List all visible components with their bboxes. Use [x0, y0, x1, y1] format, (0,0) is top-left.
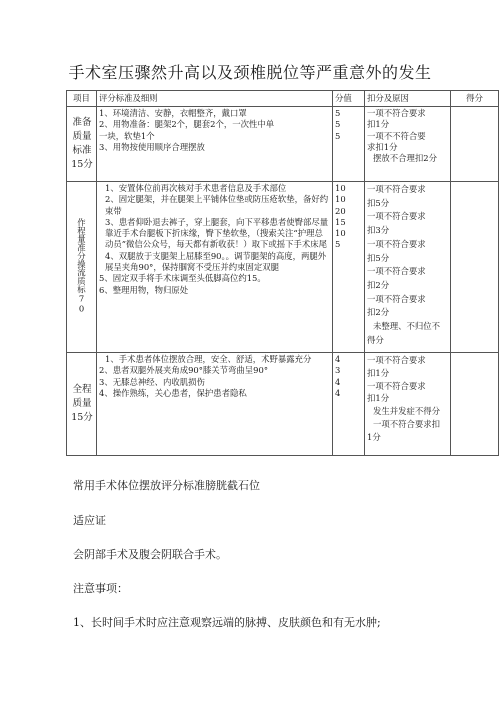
score-value: 4: [335, 354, 341, 364]
deduction-line: 求扣1分: [367, 141, 398, 152]
deduction-line: 一项不符合要求: [367, 108, 426, 118]
section-heading-precautions: 注意事项：: [73, 582, 128, 595]
table-row: [67, 353, 499, 456]
deduction-line: 扣1分: [367, 393, 390, 404]
page-title: 手术室压骤然升高以及颈椎脱位等严重意外的发生: [68, 63, 432, 82]
section-heading-indications: 适应证: [73, 514, 106, 527]
row-label-quality: 全程质量15分: [67, 353, 97, 456]
section-heading-lithotomy: 常用手术体位摆放评分标准膀胱截石位: [73, 479, 260, 492]
score-value: 10: [335, 194, 346, 205]
criteria-cell: [97, 353, 333, 456]
score-cell: [333, 353, 365, 456]
criteria-line: 2、固定腿架，并在腿架上平铺体位垫或防压疮软垫，备好约束带: [105, 194, 329, 216]
deduction-line: 摆放不合理扣2分: [373, 153, 437, 164]
criteria-cell: [97, 182, 333, 353]
criteria-line: 2、患者双腿外展夹角成90°膝关节弯曲呈90°: [99, 365, 269, 376]
deduction-line: 发生并发症不得分: [373, 406, 440, 417]
table-header-row: [67, 91, 499, 107]
criteria-line: 6、整理用物，物归原处: [99, 284, 189, 295]
indications-text: 会阴部手术及腹会阴联合手术。: [73, 548, 227, 561]
criteria-line: 1、手术患者体位摆放合理，安全、舒适，术野暴露充分: [105, 354, 312, 364]
header-criteria: 评分标准及细则: [97, 91, 333, 107]
criteria-cell: [97, 107, 333, 182]
deduction-line: 扣1分: [367, 119, 390, 130]
deduction-line: 一项不符合要求: [367, 380, 426, 391]
score-value: 20: [335, 205, 346, 216]
deduction-line: 扣5分: [367, 197, 390, 208]
score-cell: [333, 182, 365, 353]
score-cell: [333, 107, 365, 182]
deduction-line: 一项不符合要求: [367, 266, 426, 277]
deduction-line: 一项不不符合要: [367, 130, 426, 141]
score-value: 10: [335, 228, 346, 239]
deduction-line: 未整理、不归位不: [373, 321, 440, 332]
criteria-line: 一块，软垫1个: [99, 130, 155, 141]
deduction-line: 扣5分: [367, 252, 390, 263]
row-label-operation: 作程量准分操流质标70: [67, 182, 97, 353]
deduction-line: 1分: [367, 431, 381, 442]
deduction-line: 扣2分: [367, 307, 390, 318]
deduction-line: 一项不符合要求: [367, 293, 426, 304]
criteria-line: 5、固定双手将手术床调至头低脚高位约15。: [99, 273, 266, 284]
deduction-line: 扣2分: [367, 279, 390, 290]
deduction-line: 一项不符合要求: [367, 238, 426, 249]
score-value: 5: [335, 239, 341, 250]
score-value: 10: [335, 183, 346, 193]
criteria-line: 3、患者仰卧退去裤子，穿上腿套，向下平移患者使臀部尽量靠近手术台腿板下折床缘，臀下垫软垫，（搜索关注“护理总动员”微信公众号，每天都有新收获！）取下或摇下手术床尾: [105, 216, 329, 250]
deduction-cell: [365, 353, 451, 456]
score-value: 5: [335, 119, 341, 130]
result-cell: [451, 182, 499, 353]
scoring-table: [66, 90, 499, 456]
deduction-line: 扣1分: [367, 367, 390, 378]
row-label-preparation: 准备质量标准15分: [67, 107, 97, 182]
criteria-line: 3、无膝总神经、内收肌损伤: [99, 376, 205, 387]
deduction-line: 扣3分: [367, 225, 390, 236]
criteria-line: 4、操作熟练，关心患者，保护患者隐私: [99, 387, 247, 398]
table-row: [67, 107, 499, 182]
score-value: 4: [335, 387, 341, 398]
deduction-cell: [365, 182, 451, 353]
deduction-line: 一项不符合要求: [367, 211, 426, 222]
criteria-line: 1、安置体位前再次核对手术患者信息及手术部位: [105, 183, 287, 193]
score-value: 5: [335, 108, 341, 118]
table-row: [67, 182, 499, 353]
header-score: 分值: [333, 91, 365, 107]
header-result: 得分: [451, 91, 499, 107]
deduction-line: 一项不符合要求扣: [373, 418, 440, 429]
criteria-line: 3、用物按使用顺序合理摆放: [99, 141, 205, 152]
precaution-item: 1、长时间手术时应注意观察远端的脉搏、皮肤颜色和有无水肿;: [73, 616, 381, 629]
deduction-line: 一项不符合要求: [367, 355, 426, 365]
deduction-line: 得分: [367, 334, 384, 345]
header-deduction: 扣分及原因: [365, 91, 451, 107]
score-value: 15: [335, 216, 346, 227]
score-value: 5: [335, 130, 341, 141]
result-cell: [451, 353, 499, 456]
deduction-line: 一项不符合要求: [367, 184, 426, 194]
header-project: 项目: [67, 91, 97, 107]
result-cell: [451, 107, 499, 182]
score-value: 3: [335, 365, 341, 376]
criteria-line: 4、双腿放于支腿架上屈膝至90。。调节腿架的高度，两腿外展呈夹角90°，保持腘窝不受压并约束固定双腿: [105, 250, 327, 273]
criteria-line: 2、用物准备：腿架2个，腿套2个，一次性中单: [99, 119, 275, 130]
score-value: 4: [335, 376, 341, 387]
deduction-cell: [365, 107, 451, 182]
criteria-line: 1、环境清洁、安静，衣帽整齐，戴口罩: [99, 108, 247, 118]
